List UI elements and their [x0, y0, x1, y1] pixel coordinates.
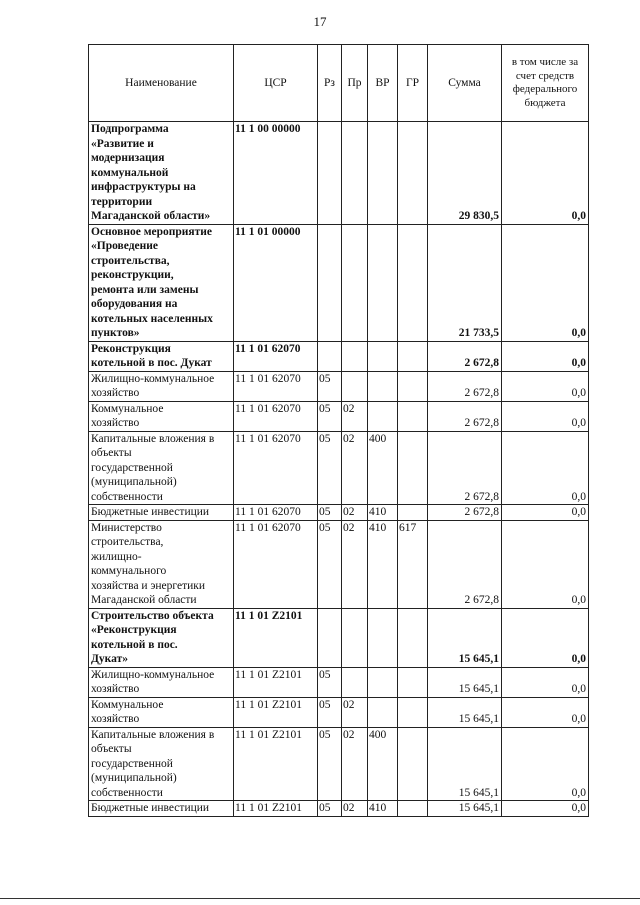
row-rz: 05	[318, 431, 342, 505]
row-rz	[318, 341, 342, 371]
row-name-line: собственности	[91, 490, 163, 503]
row-name	[89, 801, 234, 817]
row-name-line: «Проведение	[91, 240, 158, 252]
row-name-line: оборудования на	[91, 298, 178, 310]
row-rz	[318, 608, 342, 667]
row-name	[89, 697, 234, 727]
row-federal: 0,0	[502, 697, 589, 727]
row-csr: 11 1 01 Z2101	[234, 697, 318, 727]
row-name-line: Магаданской области	[91, 594, 197, 606]
row-name-line: Жилищно-коммунальное	[91, 668, 215, 681]
row-gr	[398, 667, 428, 697]
row-name-line: государственной	[91, 757, 173, 770]
row-rz: 05	[318, 520, 342, 608]
row-pr	[342, 224, 368, 341]
row-sum: 15 645,1	[428, 697, 502, 727]
row-name-line: хозяйство	[91, 417, 140, 429]
row-sum: 2 672,8	[428, 401, 502, 431]
row-name-line: объекты	[91, 743, 132, 755]
row-name-line: Бюджетные инвестиции	[91, 506, 210, 518]
row-rz: 05	[318, 401, 342, 431]
row-vr	[368, 667, 398, 697]
row-name-line: Капитальные вложения в	[91, 728, 215, 741]
row-vr	[368, 697, 398, 727]
row-name-line: территории	[91, 195, 153, 208]
row-name-line: Министерство	[91, 521, 162, 534]
row-name-line: пунктов»	[91, 327, 140, 339]
header-gr: ГР	[398, 45, 428, 122]
header-rz: Рз	[318, 45, 342, 122]
row-csr: 11 1 00 00000	[234, 122, 318, 225]
row-name-line: жилищно-	[91, 550, 142, 563]
row-name-line: Дукат»	[91, 653, 128, 665]
table-row	[89, 520, 589, 608]
header-name: Наименование	[89, 45, 234, 122]
row-vr	[368, 371, 398, 401]
table-row	[89, 697, 589, 727]
row-rz: 05	[318, 371, 342, 401]
row-pr: 02	[342, 520, 368, 608]
table-row	[89, 727, 589, 801]
row-rz: 05	[318, 667, 342, 697]
row-csr: 11 1 01 Z2101	[234, 801, 318, 817]
row-csr: 11 1 01 62070	[234, 431, 318, 505]
row-name-line: Капитальные вложения в	[91, 432, 215, 445]
row-name-line: Подпрограмма	[91, 123, 169, 135]
row-name-line: строительства,	[91, 254, 170, 267]
row-name-line: коммунального	[91, 565, 167, 577]
row-name-line: хозяйство	[91, 713, 140, 725]
row-federal: 0,0	[502, 608, 589, 667]
row-csr: 11 1 01 62070	[234, 341, 318, 371]
row-name	[89, 608, 234, 667]
row-name-line: модернизация	[91, 152, 165, 164]
table-body	[89, 122, 589, 817]
row-csr: 11 1 01 62070	[234, 371, 318, 401]
row-gr	[398, 371, 428, 401]
row-csr: 11 1 01 62070	[234, 505, 318, 521]
row-gr	[398, 608, 428, 667]
row-gr	[398, 505, 428, 521]
header-sum: Сумма	[428, 45, 502, 122]
row-sum: 15 645,1	[428, 608, 502, 667]
row-vr: 410	[368, 801, 398, 817]
row-gr	[398, 697, 428, 727]
row-pr: 02	[342, 727, 368, 801]
row-sum: 2 672,8	[428, 520, 502, 608]
row-vr	[368, 401, 398, 431]
row-csr: 11 1 01 62070	[234, 401, 318, 431]
table-row	[89, 801, 589, 817]
row-sum: 15 645,1	[428, 801, 502, 817]
row-pr: 02	[342, 801, 368, 817]
header-federal: в том числе за счет средств федерального бюджета	[502, 45, 589, 122]
row-vr: 410	[368, 505, 398, 521]
row-federal: 0,0	[502, 520, 589, 608]
row-rz	[318, 224, 342, 341]
row-csr: 11 1 01 62070	[234, 520, 318, 608]
row-name	[89, 371, 234, 401]
row-name	[89, 520, 234, 608]
row-gr	[398, 431, 428, 505]
row-name-line: государственной	[91, 461, 173, 474]
row-pr	[342, 608, 368, 667]
row-sum: 15 645,1	[428, 727, 502, 801]
row-federal: 0,0	[502, 224, 589, 341]
row-sum: 2 672,8	[428, 431, 502, 505]
table-row	[89, 224, 589, 341]
row-gr	[398, 122, 428, 225]
row-name-line: коммунальной	[91, 166, 169, 179]
row-name	[89, 224, 234, 341]
row-name-line: «Развитие и	[91, 137, 154, 150]
row-name	[89, 341, 234, 371]
row-gr	[398, 401, 428, 431]
row-rz: 05	[318, 697, 342, 727]
row-name	[89, 401, 234, 431]
row-sum: 29 830,5	[428, 122, 502, 225]
row-federal: 0,0	[502, 505, 589, 521]
row-gr	[398, 727, 428, 801]
row-csr: 11 1 01 Z2101	[234, 608, 318, 667]
row-name-line: «Реконструкция	[91, 624, 177, 636]
row-csr: 11 1 01 00000	[234, 224, 318, 341]
table-row	[89, 431, 589, 505]
row-pr: 02	[342, 401, 368, 431]
row-name-line: реконструкции,	[91, 269, 174, 281]
row-name	[89, 667, 234, 697]
row-csr: 11 1 01 Z2101	[234, 727, 318, 801]
header-pr: Пр	[342, 45, 368, 122]
row-sum: 2 672,8	[428, 371, 502, 401]
row-name-line: Реконструкция	[91, 342, 171, 355]
row-federal: 0,0	[502, 727, 589, 801]
row-vr: 400	[368, 727, 398, 801]
table-row	[89, 667, 589, 697]
table-header-row	[89, 45, 589, 122]
row-pr: 02	[342, 697, 368, 727]
row-gr: 617	[398, 520, 428, 608]
row-federal: 0,0	[502, 431, 589, 505]
row-pr	[342, 371, 368, 401]
row-vr	[368, 122, 398, 225]
row-name-line: хозяйство	[91, 683, 140, 695]
row-pr: 02	[342, 505, 368, 521]
row-name-line: хозяйство	[91, 387, 140, 399]
row-name-line: ремонта или замены	[91, 283, 199, 296]
row-vr: 400	[368, 431, 398, 505]
row-federal: 0,0	[502, 401, 589, 431]
row-pr: 02	[342, 431, 368, 505]
row-name-line: инфраструктуры на	[91, 181, 196, 193]
budget-table	[88, 44, 589, 817]
row-name-line: объекты	[91, 447, 132, 459]
row-federal: 0,0	[502, 341, 589, 371]
row-name	[89, 505, 234, 521]
row-vr: 410	[368, 520, 398, 608]
table-row	[89, 608, 589, 667]
row-name-line: хозяйства и энергетики	[91, 579, 206, 592]
table-row	[89, 371, 589, 401]
row-name	[89, 431, 234, 505]
bottom-rule	[0, 898, 640, 899]
row-name-line: Коммунальное	[91, 698, 164, 711]
row-rz: 05	[318, 505, 342, 521]
row-rz: 05	[318, 801, 342, 817]
row-rz	[318, 122, 342, 225]
row-name-line: Жилищно-коммунальное	[91, 372, 215, 385]
table-row	[89, 341, 589, 371]
row-pr	[342, 122, 368, 225]
row-vr	[368, 608, 398, 667]
row-name	[89, 122, 234, 225]
row-sum: 2 672,8	[428, 341, 502, 371]
row-name-line: котельных населенных	[91, 312, 213, 325]
row-rz: 05	[318, 727, 342, 801]
row-name-line: Основное мероприятие	[91, 225, 213, 238]
table-row	[89, 505, 589, 521]
row-federal: 0,0	[502, 667, 589, 697]
row-vr	[368, 224, 398, 341]
row-name-line: Бюджетные инвестиции	[91, 802, 210, 814]
row-name-line: Строительство объекта	[91, 609, 214, 622]
row-name-line: (муниципальной)	[91, 476, 177, 488]
row-gr	[398, 801, 428, 817]
table-row	[89, 122, 589, 225]
row-name-line: котельной в пос.	[91, 638, 178, 651]
row-federal: 0,0	[502, 122, 589, 225]
row-federal: 0,0	[502, 801, 589, 817]
row-name-line: котельной в пос. Дукат	[91, 357, 212, 369]
row-name-line: строительства,	[91, 536, 164, 548]
row-name-line: собственности	[91, 786, 163, 799]
header-vr: ВР	[368, 45, 398, 122]
row-federal: 0,0	[502, 371, 589, 401]
header-csr: ЦСР	[234, 45, 318, 122]
row-vr	[368, 341, 398, 371]
row-pr	[342, 341, 368, 371]
row-name-line: Магаданской области»	[91, 210, 211, 222]
row-csr: 11 1 01 Z2101	[234, 667, 318, 697]
row-pr	[342, 667, 368, 697]
table-row	[89, 401, 589, 431]
page-number: 17	[313, 14, 327, 29]
row-sum: 2 672,8	[428, 505, 502, 521]
row-gr	[398, 341, 428, 371]
row-name-line: (муниципальной)	[91, 772, 177, 784]
row-sum: 21 733,5	[428, 224, 502, 341]
row-sum: 15 645,1	[428, 667, 502, 697]
row-name	[89, 727, 234, 801]
row-name-line: Коммунальное	[91, 402, 164, 415]
row-gr	[398, 224, 428, 341]
